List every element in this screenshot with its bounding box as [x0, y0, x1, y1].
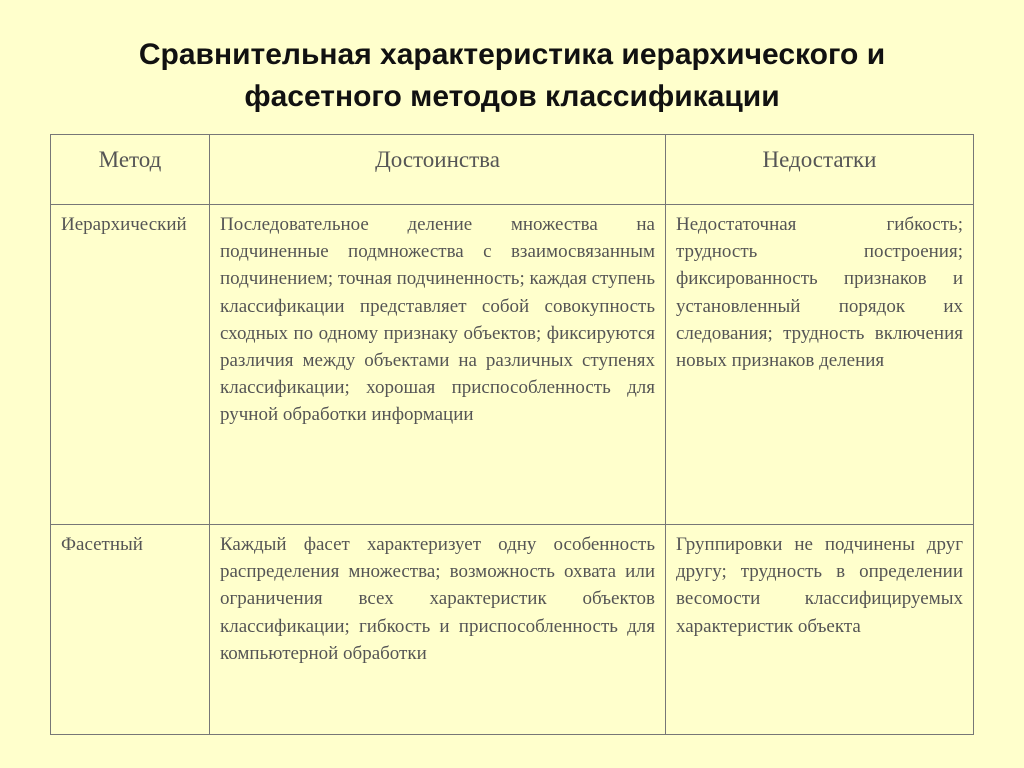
header-advantages: Достоинства — [210, 135, 666, 205]
cell-advantages: Последовательное деление множества на подчиненные подмножества с взаимосвязанным подчинением; точная подчиненность; каждая ступень классификации представляет собой совокупность сходных по одному признаку объектов; фиксируются различия между объектами на различных ступенях классификации; хорошая приспособленность для ручной обработки информации — [210, 205, 666, 525]
cell-method: Иерархический — [51, 205, 210, 525]
header-disadvantages: Недостатки — [666, 135, 974, 205]
comparison-table — [50, 134, 974, 735]
cell-disadvantages: Группировки не подчинены друг другу; трудность в определении весомости классифицируемых характеристик объекта — [666, 525, 974, 735]
slide-title-line-2: фасетного методов классификации — [244, 80, 780, 113]
slide-title-line-1: Сравнительная характеристика иерархического и — [138, 38, 886, 71]
table-row-faceted — [51, 525, 974, 735]
header-method: Метод — [51, 135, 210, 205]
cell-method: Фасетный — [51, 525, 210, 735]
cell-disadvantages: Недостаточная гибкость; трудность построения; фиксированность признаков и установленный порядок их следования; трудность включения новых признаков деления — [666, 205, 974, 525]
table-header-row — [51, 135, 974, 205]
table-row-hierarchical — [51, 205, 974, 525]
cell-advantages: Каждый фасет характеризует одну особенность распределения множества; возможность охвата или ограничения всех характеристик объектов классификации; гибкость и приспособленность для компьютерной обработки — [210, 525, 666, 735]
slide-title — [40, 34, 984, 118]
